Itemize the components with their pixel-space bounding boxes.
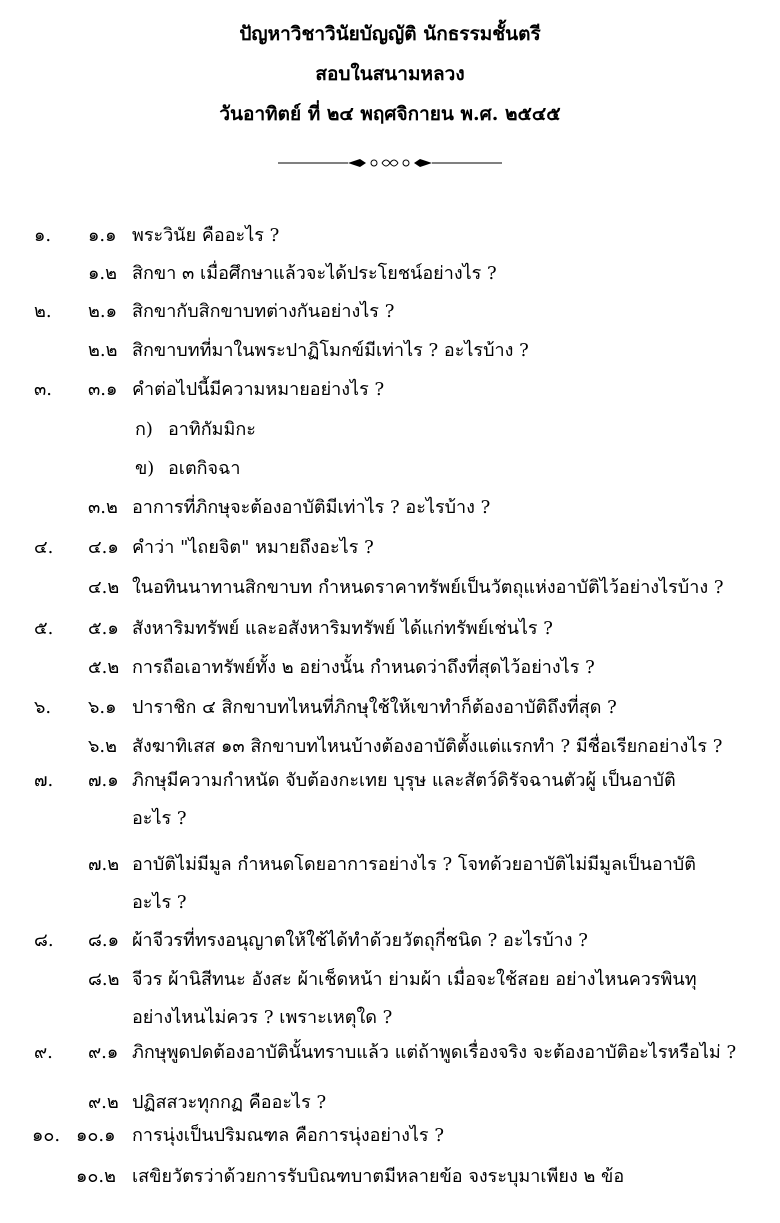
sub-question-number: ๕.๒ — [88, 657, 120, 678]
question-text: คำต่อไปนี้มีความหมายอย่างไร ? — [132, 379, 385, 400]
question-text: สังหาริมทรัพย์ และอสังหาริมทรัพย์ ได้แก่ทรัพย์เช่นไร ? — [132, 618, 553, 639]
question-number: ๘. — [34, 930, 54, 951]
question-text: ภิกษุพูดปดต้องอาบัตินั้นทราบแล้ว แต่ถ้าพูดเรื่องจริง จะต้องอาบัติอะไรหรือไม่ ? — [132, 1042, 737, 1063]
question-text: เสขิยวัตรว่าด้วยการรับบิณฑบาตมีหลายข้อ จงระบุมาเพียง ๒ ข้อ — [132, 1166, 625, 1187]
sub-question-number: ๑๐.๒ — [76, 1166, 116, 1187]
question-text: อเตกิจฉา — [168, 458, 241, 479]
question-number: ๑๐. — [32, 1125, 61, 1146]
question-text: จีวร ผ้านิสีทนะ อังสะ ผ้าเช็ดหน้า ย่ามผ้า เมื่อจะใช้สอย อย่างไหนควรพินทุ — [132, 969, 697, 990]
question-text: ในอทินนาทานสิกขาบท กำหนดราคาทรัพย์เป็นวัตถุแห่งอาบัติไว้อย่างไรบ้าง ? — [132, 577, 724, 598]
sub-question-number: ๙.๒ — [88, 1092, 119, 1113]
question-number: ๓. — [34, 379, 53, 400]
sub-question-number: ๕.๑ — [88, 618, 119, 639]
question-number: ๖. — [34, 697, 52, 718]
question-number: ๕. — [34, 618, 54, 639]
sub-question-number: ๘.๒ — [88, 969, 120, 990]
sub-question-number: ๖.๒ — [88, 736, 118, 757]
sub-question-number: ๑.๒ — [88, 263, 118, 284]
question-text: อาบัติไม่มีมูล กำหนดโดยอาการอย่างไร ? โจทด้วยอาบัติไม่มีมูลเป็นอาบัติ — [132, 854, 696, 875]
ornament-divider-icon — [278, 153, 502, 173]
sub-question-number: ๖.๑ — [88, 697, 117, 718]
sub-question-number: ก) — [135, 419, 153, 440]
question-number: ๒. — [34, 301, 52, 322]
sub-question-number: ๘.๑ — [88, 930, 120, 951]
exam-header — [0, 14, 780, 134]
question-number: ๑. — [34, 225, 52, 246]
question-text: อาการที่ภิกษุจะต้องอาบัติมีเท่าไร ? อะไรบ้าง ? — [132, 497, 491, 518]
question-text: ผ้าจีวรที่ทรงอนุญาตให้ใช้ได้ทำด้วยวัตถุกี่ชนิด ? อะไรบ้าง ? — [132, 930, 588, 951]
exam-date: วันอาทิตย์ ที่ ๒๔ พฤศจิกายน พ.ศ. ๒๕๔๕ — [219, 103, 561, 125]
question-number: ๙. — [34, 1042, 53, 1063]
question-text: สิกขา ๓ เมื่อศึกษาแล้วจะได้ประโยชน์อย่างไร ? — [132, 263, 497, 284]
question-text-continued: อะไร ? — [132, 892, 187, 913]
question-number: ๗. — [34, 770, 54, 791]
sub-question-number: ๙.๑ — [88, 1042, 119, 1063]
question-text: อาทิกัมมิกะ — [168, 419, 256, 440]
sub-question-number: ๔.๑ — [88, 537, 119, 558]
question-text: การนุ่งเป็นปริมณฑล คือการนุ่งอย่างไร ? — [132, 1125, 444, 1146]
sub-question-number: ๔.๒ — [88, 577, 120, 598]
question-text-continued: อะไร ? — [132, 808, 187, 829]
question-text: การถือเอาทรัพย์ทั้ง ๒ อย่างนั้น กำหนดว่าถึงที่สุดไว้อย่างไร ? — [132, 657, 595, 678]
question-text: สังฆาทิเสส ๑๓ สิกขาบทไหนบ้างต้องอาบัติตั้งแต่แรกทำ ? มีชื่อเรียกอย่างไร ? — [132, 736, 723, 757]
sub-question-number: ๓.๒ — [88, 497, 118, 518]
exam-title: ปัญหาวิชาวินัยบัญญัติ นักธรรมชั้นตรี — [239, 23, 541, 45]
question-number: ๔. — [34, 537, 54, 558]
question-text-continued: อย่างไหนไม่ควร ? เพราะเหตุใด ? — [132, 1007, 393, 1028]
question-text: พระวินัย คืออะไร ? — [132, 225, 280, 246]
exam-subtitle: สอบในสนามหลวง — [315, 63, 465, 85]
question-text: ภิกษุมีความกำหนัด จับต้องกะเทย บุรุษ และสัตว์ดิรัจฉานตัวผู้ เป็นอาบัติ — [132, 770, 676, 791]
question-text: คำว่า "ไถยจิต" หมายถึงอะไร ? — [132, 537, 374, 558]
question-text: สิกขาบทที่มาในพระปาฏิโมกข์มีเท่าไร ? อะไรบ้าง ? — [132, 340, 529, 361]
sub-question-number: ข) — [135, 458, 155, 479]
sub-question-number: ๑.๑ — [88, 225, 117, 246]
sub-question-number: ๗.๑ — [88, 770, 119, 791]
sub-question-number: ๗.๒ — [88, 854, 120, 875]
question-text: ปาราชิก ๔ สิกขาบทไหนที่ภิกษุใช้ให้เขาทำก็ต้องอาบัติถึงที่สุด ? — [132, 697, 617, 718]
sub-question-number: ๒.๒ — [88, 340, 118, 361]
sub-question-number: ๓.๑ — [88, 379, 118, 400]
sub-question-number: ๑๐.๑ — [76, 1125, 116, 1146]
sub-question-number: ๒.๑ — [88, 301, 118, 322]
question-text: ปฏิสสวะทุกกฏ คืออะไร ? — [132, 1092, 327, 1113]
question-text: สิกขากับสิกขาบทต่างกันอย่างไร ? — [132, 301, 395, 322]
